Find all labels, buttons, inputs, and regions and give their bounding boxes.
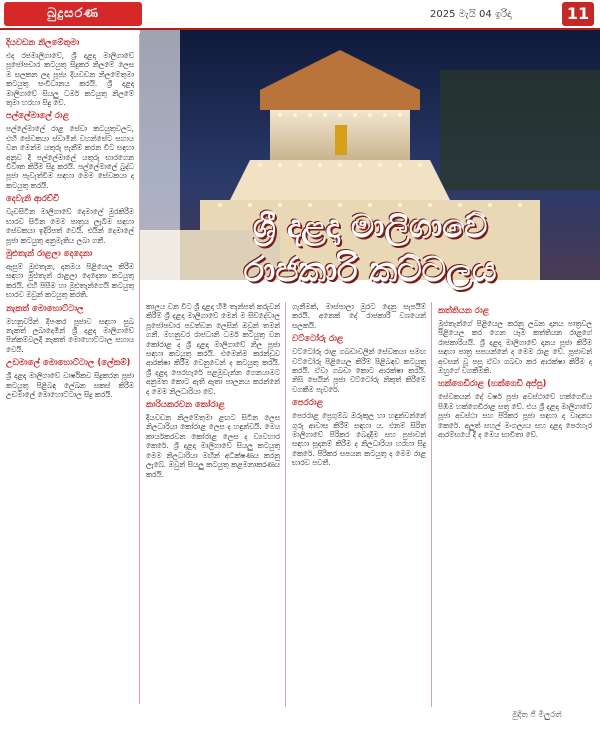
- issue-date: 2025 මැයි 04 ඉරිදා: [430, 9, 512, 20]
- section-body: වැඩසිටින මාලිගාවේ දෙමාලේ මුරකිරීම භාරව සිටින මෙම පාත්‍රය ලැබීම සඳහා සේවකයා ඉදිරිපත් වෙයි. එයින් දෙමාලේ පූජා කටයුතු අනුමැතිය ලබා ගනී.: [6, 207, 134, 245]
- masthead: [0, 0, 600, 30]
- column-4: [438, 302, 592, 707]
- column-2: [146, 302, 280, 707]
- section-body: මහනුවරින් දීපංකර පූජාව සඳහා සුබ නැකත් ලබාදෙමින් ශ්‍රී දළදා මාලිගාවේ පින්කම්වලදී නැකත් මොහොට්ටාල සහාය වෙයි.: [6, 316, 134, 354]
- section-body: දියවඩන නිලමේතුමා ළඟට සිටින ලෙස නිලධාරියා කෝරාළ ලෙස ද හඳුන්වයි. මෙය කාර්යකරවන කෝරාළ ලෙස ද ව්‍යවහාර කෙරේ. ශ්‍රී දළදා මාලිගාවේ සියලු කටයුතු මෙම නිලධාරියා මඟින් අධීක්ෂණය කරනු ලැබේ. ඔවුන් සියලු කටයුතු කළමනාකරණය කරයි.: [146, 413, 280, 479]
- headline-line-2: රාජකාරි කට්ටලය: [243, 250, 497, 290]
- section-body: සේවකයන් දේ වර්ෂ පූජා අවස්ථාවේ හක්ගෙඩිය පිඹීම හක්ගෙඩිරාළ සතු වේ. එය ශ්‍රී දළදා මාලිගාවේ පූජා අවස්ථා සහ පිරිකර පූජා සඳහා ද වාදනය කෙරේ. අලුත් සහල් මංගල්‍යය සහ දළදා පෙරහැර ආරම්භයේ දී ද මෙය භාවිතා වේ.: [438, 392, 592, 440]
- section-body: ගැනීමක්, මාස්පාලා මුරට දෙනු සැපයීම් කරයි. අනෙක් දේ රාජකාරී වශයෙන් සලකයි.: [292, 302, 426, 330]
- section-body: පල්ලේමාලේ රාළ සේවා කටයුතුවලට, එහි සේවකයා ස්වාමීන් වහන්සේට සහාය වන මෙන්ම යතුරු පැනීම් කරන විට සඳහා අනුව දී පල්ලේමාලේ යතුරු භාරගෙන විවෘත කිරීම සිදු කරයි. පල්ලේමාලේ බුද්ධ පූජා පැවැත්වීම සඳහා මෙම සේවකයා ද කටයුතු කරයි.: [6, 124, 134, 190]
- section-body: වට්ටෝරු රාළ ගබඩාවලින් සේවකයා සමඟ වට්ටෝරු පිළියෙල කිරීම් පිළිබඳව කටයුතු කරයි. ඒවා ගබඩා කොට ආරක්ෂා කරයි. නිසි සෙයින් පූජා වට්ටෝරු නිකුත් කිරීමේ වගකීම පැවරේ.: [292, 347, 426, 394]
- section-body: මුළුතැන්ගේ පිළියෙල කරනු ලබන දානය පාත්‍රවල පිළියෙල කර ගෙන යෑම කත්තියන රාළගේ රාජකාරියයි. ශ්‍රී දළදා මාලිගාවේ දානය පූජා කිරීම සඳහා පාත්‍ර සපයන්නේ ද මෙම රාළ වේ. පූජාවන් අවසන් වූ පසු ඒවා ගබඩා කර ආරක්ෂා කිරීම ද ඔහුගේ වගකීමකි.: [438, 319, 592, 376]
- section-heading: දියවඩන නිලමේතුමා: [6, 38, 80, 48]
- section-heading: දෙවැනි ආරච්චි: [6, 194, 60, 205]
- author-byline: මුදිත ජි මිලුරත්: [512, 710, 562, 719]
- page-number: 11: [562, 2, 594, 26]
- section-heading: හක්ගෙඩිරාළ (හක්ගෙඩි අප්පු): [438, 379, 547, 390]
- section-heading: මුළුතැන් රාළලා දෙදෙනා: [6, 248, 93, 259]
- column-3: [292, 302, 426, 707]
- section-body: ශ්‍රී දළදා මාලිගාවේ වාර්ෂිකව සිදුකරන පූජා කටයුතු පිළිබඳ ලේඛන සකස් කිරීම උඩමාලේ මොහොට්ටාල සිදු කරයි.: [6, 371, 134, 399]
- column-divider: [431, 302, 432, 707]
- section-body: එදා රජමාලිගාවේ, ශ්‍රී දළදා මාලිගාවේ පූජෝපචාර කටයුතු සිදුකර නිලමේ ලෙස ම සලකන ලද පූජ්‍ය දියවඩන නිලමේතුමා කටයුතු සංවිධානය කරයි. ශ්‍රී දළදා මාලිගාවේ සියලු ධර්ම කටයුතු නිලමේ තුමා හරහා සිදු වේ.: [6, 51, 134, 108]
- headline-line-1: ශ්‍රී දළදා මාලිගාවේ: [252, 207, 488, 245]
- section-body: කාලය වන විට ශ්‍රී දළදා හිමි තැන්පත් කරුවන් කිරීම් ශ්‍රී දළදා මාලිගාවේ මෙන් ම සිව්දේවාල පූජෝපචාර පවත්වන ලෙසින් ඔවුන් තමන් ගනී. මහනුවර රාජධානි ධර්ම කටයුතු වන කෝරාළ ද ශ්‍රී දළදා මාලිගාවේ නිල පූජා සඳහා කටයුතු කරයි. එමෙන්ම කරන්ඩුව ආරක්ෂා කිරීම වෙනුවෙන් ද කටයුතු කරයි. ශ්‍රී දළදා පෙරහැරේ පළමුවැන්න ගෙනයාමට අනුමත කොට ඇති ඇතා පාලනය කරන්නේ ද මෙම නිලධාරියා වේ.: [146, 302, 280, 396]
- column-1: [6, 34, 134, 704]
- column-divider: [139, 34, 140, 704]
- section-body: පෙරරාළ ප්‍රෙගුම්බ ඔරුකුල හා හඳුන්වන්නේ ගුරු ආවාස කිරීම් සඳහා ය. එනම් සිරිත මාලිගාවේ පිරිකර බෙදාදීම සහ පුජාවන් සඳහා සූදානම් කිරීම ද නිලධාරියා හරහා සිදු කෙරේ. පිරිකර සපයන කටයුතු ද මෙම රාළ භාරව පවතී.: [292, 411, 426, 468]
- section-heading: වට්ටෝරු රාළ: [292, 334, 344, 345]
- section-heading: උඩමාලේ මොහොට්ටාල (ලේකම්): [6, 358, 131, 369]
- article-headline: [150, 205, 590, 300]
- section-heading: පල්ලේමාලේ රාළ: [6, 111, 70, 122]
- newspaper-logo: බුදුසරණ: [4, 2, 142, 26]
- section-heading: පෙරරාළ: [292, 398, 324, 409]
- section-heading: කාරියකරවන කෝරාළ: [146, 400, 225, 411]
- column-divider: [285, 302, 286, 707]
- section-heading: කත්තියන රාළ: [438, 306, 490, 316]
- section-body: ඇසුම් මුළුතැන, දානමය පිළියෙල කිරීම සඳහා මුළුතැන් රාළලා දෙදෙනා කටයුතු කරයි. එහි පිසීම හා මුළුතැන්ගෙයි කටයුතු භාරව ඔවුන් කටයුතු කරති.: [6, 261, 134, 300]
- section-heading: නැකත් මොහොට්ටාල: [6, 303, 84, 314]
